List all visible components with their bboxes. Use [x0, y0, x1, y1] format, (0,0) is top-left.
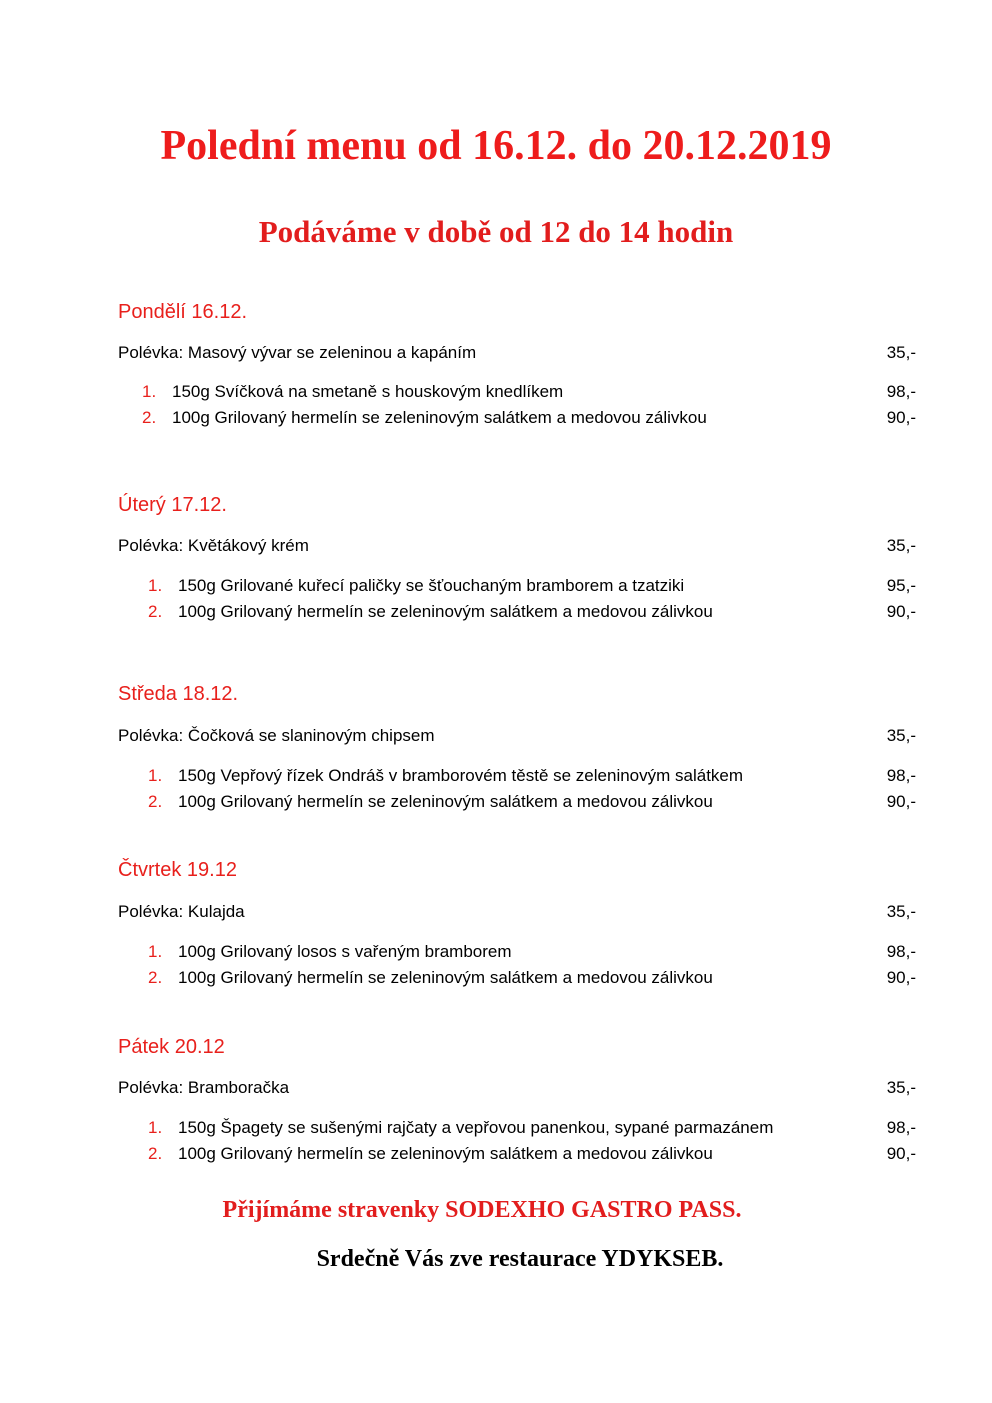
soup-label: Polévka: Kulajda	[118, 902, 245, 921]
soup-price: 35,-	[886, 1078, 916, 1097]
dish-price: 98,-	[886, 766, 916, 785]
dish-price: 98,-	[886, 382, 916, 401]
dish-price: 95,-	[886, 576, 916, 595]
dish-number: 1.	[148, 766, 163, 785]
soup-price: 35,-	[886, 726, 916, 745]
dish-text: 100g Grilovaný hermelín se zeleninovým salátkem a medovou zálivkou	[178, 1144, 713, 1163]
page-title: Polední menu od 16.12. do 20.12.2019	[160, 123, 832, 169]
invitation-note: Srdečně Vás zve restaurace YDYKSEB.	[316, 1246, 724, 1272]
dish-text: 150g Grilované kuřecí paličky se šťouchaným bramborem a tzatziki	[178, 576, 685, 595]
dish-row	[118, 601, 916, 623]
dish-row	[118, 791, 916, 813]
dish-text: 150g Svíčková na smetaně s houskovým knedlíkem	[172, 382, 564, 401]
soup-label: Polévka: Květákový krém	[118, 536, 309, 555]
day-heading: Pátek 20.12	[118, 1036, 225, 1058]
serving-hours: Podáváme v době od 12 do 14 hodin	[258, 214, 734, 249]
soup-label: Polévka: Masový vývar se zeleninou a kapáním	[118, 343, 477, 362]
soup-price: 35,-	[886, 902, 916, 921]
dish-number: 2.	[148, 1144, 163, 1163]
dish-price: 98,-	[886, 942, 916, 961]
dish-text: 100g Grilovaný hermelín se zeleninovým salátkem a medovou zálivkou	[172, 408, 707, 427]
soup-label: Polévka: Čočková se slaninovým chipsem	[118, 726, 435, 745]
day-heading: Úterý 17.12.	[118, 494, 227, 516]
soup-row	[118, 901, 916, 923]
dish-price: 90,-	[886, 792, 916, 811]
meal-vouchers-note: Přijímáme stravenky SODEXHO GASTRO PASS.	[222, 1197, 742, 1223]
dish-number: 1.	[148, 942, 163, 961]
soup-row	[118, 535, 916, 557]
dish-number: 2.	[148, 968, 163, 987]
dish-row	[118, 381, 916, 403]
dish-number: 2.	[148, 792, 163, 811]
soup-row	[118, 1077, 916, 1099]
dish-row	[118, 575, 916, 597]
dish-text: 100g Grilovaný losos s vařeným bramborem	[178, 942, 512, 961]
dish-text: 150g Vepřový řízek Ondráš v bramborovém těstě se zeleninovým salátkem	[178, 766, 744, 785]
dish-number: 1.	[148, 1118, 163, 1137]
dish-text: 100g Grilovaný hermelín se zeleninovým salátkem a medovou zálivkou	[178, 602, 713, 621]
dish-row	[118, 967, 916, 989]
day-heading: Čtvrtek 19.12	[118, 859, 237, 881]
soup-price: 35,-	[886, 536, 916, 555]
dish-price: 98,-	[886, 1118, 916, 1137]
dish-price: 90,-	[886, 1144, 916, 1163]
day-heading: Pondělí 16.12.	[118, 301, 247, 323]
dish-text: 150g Špagety se sušenými rajčaty a vepřovou panenkou, sypané parmazánem	[178, 1118, 774, 1137]
dish-row	[118, 1143, 916, 1165]
day-heading: Středa 18.12.	[118, 683, 239, 705]
dish-number: 1.	[148, 576, 163, 595]
dish-price: 90,-	[886, 968, 916, 987]
dish-text: 100g Grilovaný hermelín se zeleninovým salátkem a medovou zálivkou	[178, 968, 713, 987]
soup-row	[118, 342, 916, 364]
dish-row	[118, 941, 916, 963]
dish-price: 90,-	[886, 408, 916, 427]
dish-price: 90,-	[886, 602, 916, 621]
soup-label: Polévka: Bramboračka	[118, 1078, 290, 1097]
dish-number: 1.	[142, 382, 157, 401]
dish-number: 2.	[142, 408, 157, 427]
dish-number: 2.	[148, 602, 163, 621]
dish-row	[118, 407, 916, 429]
dish-text: 100g Grilovaný hermelín se zeleninovým salátkem a medovou zálivkou	[178, 792, 713, 811]
dish-row	[118, 765, 916, 787]
soup-row	[118, 725, 916, 747]
soup-price: 35,-	[886, 343, 916, 362]
dish-row	[118, 1117, 916, 1139]
